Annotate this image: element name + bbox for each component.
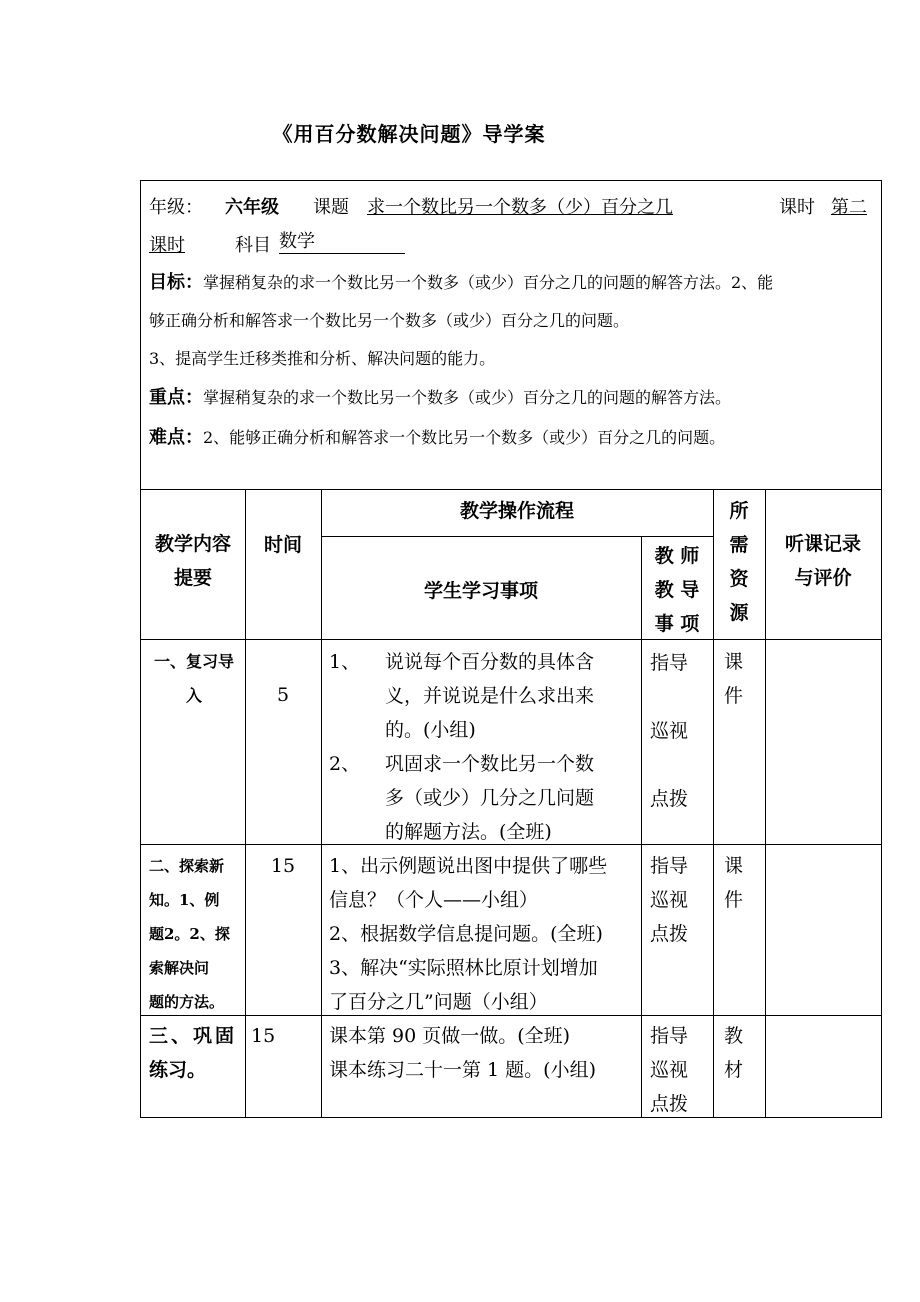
row2-teacher-3: 点拨 xyxy=(650,923,689,945)
row3-resource xyxy=(724,1019,754,1087)
row1-resource-2: 件 xyxy=(724,685,744,707)
row2-resource-2: 件 xyxy=(724,889,744,911)
row3-teacher-3: 点拨 xyxy=(650,1093,689,1115)
key-point-text: 掌握稍复杂的求一个数比另一个数多（或少）百分之几的问题的解答方法。 xyxy=(203,388,732,407)
header-resources-4: 源 xyxy=(729,602,749,624)
difficulty-text: 2、能够正确分析和解答求一个数比另一个数多（或少）百分之几的问题。 xyxy=(203,428,726,447)
row1-resource xyxy=(724,645,754,713)
header-resources-2: 需 xyxy=(729,534,749,556)
header-resources-1: 所 xyxy=(729,500,749,522)
row3-items xyxy=(329,1019,639,1087)
row3-time: 15 xyxy=(251,1025,276,1047)
rule-header-bottom xyxy=(141,639,881,640)
goal-label: 目标： xyxy=(149,272,203,293)
row2-content-line-1: 二、探索新 xyxy=(149,857,225,875)
key-point-line xyxy=(149,385,731,411)
rule-header-top xyxy=(141,489,881,490)
row1-item-1-line-2: 义，并说说是什么求出来 xyxy=(385,685,595,707)
row3-resource-2: 材 xyxy=(724,1059,744,1081)
header-resources xyxy=(724,494,754,630)
subject-value: 数学 xyxy=(279,231,405,254)
header-resources-3: 资 xyxy=(729,568,749,590)
row3-resource-1: 教 xyxy=(724,1025,744,1047)
row2-content xyxy=(149,849,243,1019)
row2-resource xyxy=(724,849,754,917)
goal-text-1: 掌握稍复杂的求一个数比另一个数多（或少）百分之几的问题的解答方法。2、能 xyxy=(203,273,774,292)
key-point-label: 重点： xyxy=(149,387,203,408)
row1-resource-1: 课 xyxy=(724,651,744,673)
row1-item-1-line-3: 的。(小组) xyxy=(385,719,476,741)
header-content-line-1: 教学内容 xyxy=(154,533,231,555)
row1-item-2-line-3: 的解题方法。(全班) xyxy=(385,821,552,843)
header-teacher xyxy=(641,539,713,641)
header-notes-line-2: 与评价 xyxy=(794,567,852,589)
row1-items xyxy=(329,645,639,849)
header-content-line-2: 提要 xyxy=(173,567,212,589)
row2-line-3: 2、根据数学信息提问题。(全班) xyxy=(329,923,603,945)
lesson-plan-sheet xyxy=(140,180,882,1118)
row1-item-1-text xyxy=(385,645,641,747)
row3-line-2: 课本练习二十一第 1 题。(小组) xyxy=(329,1059,596,1081)
row1-content-line-1: 一、复习导 xyxy=(153,652,234,671)
row1-item-2 xyxy=(329,747,639,849)
row2-teacher-1: 指导 xyxy=(650,855,689,877)
row2-content-line-3: 题2。2、探 xyxy=(149,925,230,943)
header-content xyxy=(141,527,245,595)
rule-header-mid xyxy=(321,536,713,537)
row2-time: 15 xyxy=(270,855,296,877)
row3-teacher-1: 指导 xyxy=(650,1025,689,1047)
row1-item-2-line-1: 巩固求一个数比另一个数 xyxy=(385,753,595,775)
row1-content xyxy=(145,645,243,713)
grade-label: 年级： xyxy=(149,197,203,218)
topic-value: 求一个数比另一个数多（少）百分之几 xyxy=(367,197,673,218)
row3-teacher-2: 巡视 xyxy=(650,1059,689,1081)
row1-teacher-3: 点拨 xyxy=(650,788,689,810)
row2-line-4: 3、解决“实际照林比原计划增加 xyxy=(329,957,598,979)
header-time: 时间 xyxy=(263,534,302,556)
period-value-2: 课时 xyxy=(149,235,185,256)
row2-resource-1: 课 xyxy=(724,855,744,877)
row1-item-2-num: 2、 xyxy=(329,753,361,775)
row2-line-2: 信息？（个人——小组） xyxy=(329,889,539,911)
goal-line-1 xyxy=(149,270,773,296)
topic-label: 课题 xyxy=(313,197,349,218)
header-flow: 教学操作流程 xyxy=(459,500,574,522)
row1-item-1 xyxy=(329,645,639,747)
subject-label: 科目 xyxy=(235,235,271,256)
row1-teacher-1: 指导 xyxy=(650,652,689,674)
row1-teacher xyxy=(650,645,710,817)
row1-item-1-num: 1、 xyxy=(329,651,361,673)
row3-content xyxy=(149,1019,243,1087)
page-title: 《用百分数解决问题》导学案 xyxy=(272,122,546,146)
header-teacher-line-1: 教 师 xyxy=(654,545,700,567)
row3-line-1: 课本第 90 页做一做。(全班) xyxy=(329,1025,571,1047)
header-student: 学生学习事项 xyxy=(423,580,538,602)
row1-content-line-2: 入 xyxy=(185,686,202,705)
row2-teacher xyxy=(650,849,710,951)
row1-item-1-line-1: 说说每个百分数的具体含 xyxy=(385,651,595,673)
row1-teacher-2: 巡视 xyxy=(650,720,689,742)
period-label: 课时 xyxy=(779,197,815,218)
row2-line-1: 1、出示例题说出图中提供了哪些 xyxy=(329,855,608,877)
row2-content-line-4: 索解决问 xyxy=(149,959,210,977)
row2-line-5: 了百分之几”问题（小组） xyxy=(329,991,548,1013)
row3-content-line-1: 三、巩固 xyxy=(149,1025,238,1047)
rule-col-4 xyxy=(713,489,714,1118)
row3-content-line-2: 练习。 xyxy=(149,1059,207,1081)
row1-time: 5 xyxy=(276,684,290,706)
goal-line-2: 够正确分析和解答求一个数比另一个数多（或少）百分之几的问题。 xyxy=(149,311,630,330)
row2-teacher-2: 巡视 xyxy=(650,889,689,911)
row2-content-line-2: 知。1、例 xyxy=(149,891,220,909)
grade-value: 六年级 xyxy=(225,197,279,218)
row2-content-line-5: 题的方法。 xyxy=(149,993,225,1011)
row1-item-2-text xyxy=(385,747,641,849)
header-notes xyxy=(765,527,881,595)
period-value-1: 第二 xyxy=(831,197,867,218)
difficulty-line xyxy=(149,425,725,451)
difficulty-label: 难点： xyxy=(149,427,203,448)
header-notes-line-1: 听课记录 xyxy=(784,533,861,555)
header-teacher-line-2: 教 导 xyxy=(654,579,700,601)
row2-items xyxy=(329,849,639,1019)
row3-teacher xyxy=(650,1019,710,1121)
header-teacher-line-3: 事 项 xyxy=(654,613,700,635)
rule-col-1 xyxy=(245,489,246,1118)
row1-item-2-line-2: 多（或少）几分之几问题 xyxy=(385,787,595,809)
goal-line-3: 3、提高学生迁移类推和分析、解决问题的能力。 xyxy=(149,349,496,368)
